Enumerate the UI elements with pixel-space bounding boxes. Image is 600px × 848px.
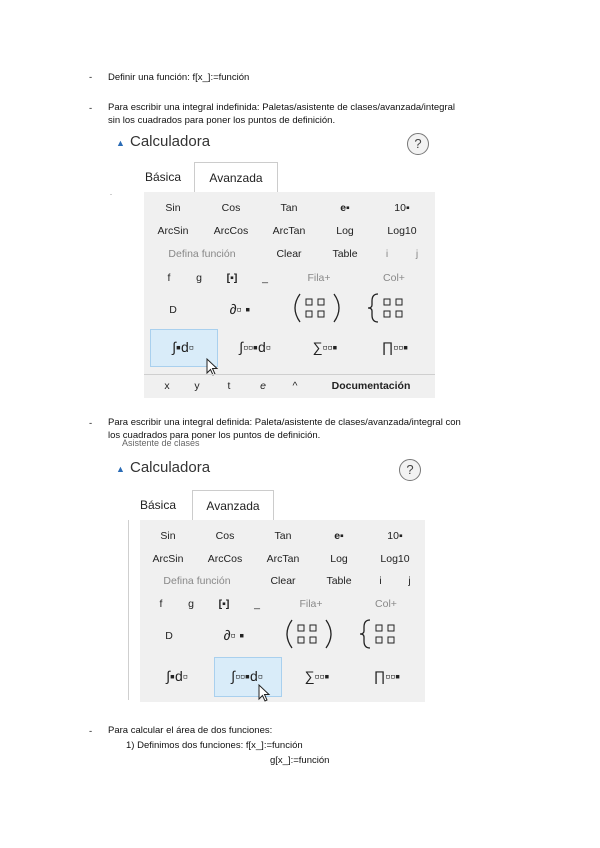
text-line: Para escribir una integral indefinida: Paletas/asistente de clases/avanzada/integral: [108, 102, 455, 113]
calculator-keypad: [144, 192, 435, 398]
key-col-plus[interactable]: Col+: [375, 598, 397, 610]
calculator-keypad: [140, 520, 425, 702]
key-define-function[interactable]: Defina función: [163, 575, 231, 587]
step-define-functions-g: g[x_]:=función: [270, 755, 330, 766]
key-table[interactable]: Table: [332, 248, 358, 260]
divider: [144, 374, 435, 375]
key-g[interactable]: g: [188, 598, 194, 610]
key-caret[interactable]: ^: [292, 380, 298, 392]
key-piecewise[interactable]: [352, 618, 418, 653]
step-define-functions: 1) Definimos dos funciones: f[x_]:=función: [126, 740, 303, 751]
key-arctan[interactable]: ArcTan: [272, 225, 306, 237]
key-arccos[interactable]: ArcCos: [213, 225, 249, 237]
piecewise-brace-icon: [360, 292, 426, 324]
calculator-title: Calculadora: [130, 133, 211, 150]
key-f[interactable]: f: [159, 598, 163, 610]
key-indefinite-integral[interactable]: ∫▪d▫: [166, 668, 188, 684]
tab-avanzada[interactable]: Avanzada: [194, 162, 278, 193]
text-line: los cuadrados para poner los puntos de definición.: [108, 429, 321, 441]
key-tan[interactable]: Tan: [280, 202, 298, 214]
key-e[interactable]: e: [260, 380, 266, 392]
key-log[interactable]: Log: [336, 225, 354, 237]
bullet-dash: -: [89, 418, 93, 429]
key-sin[interactable]: Sin: [160, 530, 176, 542]
key-piecewise[interactable]: [360, 292, 426, 327]
key-j[interactable]: j: [415, 248, 419, 260]
key-documentacion[interactable]: Documentación: [331, 380, 411, 392]
bullet-dash: -: [89, 72, 93, 83]
key-definite-integral[interactable]: ∫▫▫▪d▫: [231, 668, 263, 684]
tab-basica[interactable]: Básica: [139, 498, 177, 512]
key-sum[interactable]: ∑▫▫▪: [304, 668, 330, 684]
key-arctan[interactable]: ArcTan: [266, 553, 300, 565]
calculator-header: [110, 132, 435, 156]
key-matrix-paren[interactable]: [274, 618, 344, 653]
cut-off-label: Asistente de clases: [122, 438, 200, 448]
divider: [128, 520, 129, 700]
key-g[interactable]: g: [196, 272, 202, 284]
key-f[interactable]: f: [167, 272, 171, 284]
key-matrix-paren[interactable]: [282, 292, 352, 327]
key-brackets[interactable]: [▪]: [218, 598, 230, 610]
key-fila-plus[interactable]: Fila+: [299, 598, 323, 610]
key-cos[interactable]: Cos: [215, 530, 235, 542]
matrix-paren-icon: [274, 618, 344, 650]
key-table[interactable]: Table: [326, 575, 352, 587]
key-log[interactable]: Log: [330, 553, 348, 565]
key-clear[interactable]: Clear: [270, 575, 296, 587]
key-brackets[interactable]: [▪]: [226, 272, 238, 284]
key-product[interactable]: ∏▫▫▪: [373, 668, 401, 684]
key-arcsin[interactable]: ArcSin: [157, 225, 189, 237]
bullet-text-define-function: Definir una función: f[x_]:=función: [108, 72, 250, 83]
key-sum[interactable]: ∑▫▫▪: [312, 339, 338, 355]
key-underscore[interactable]: _: [262, 272, 268, 284]
key-arccos[interactable]: ArcCos: [207, 553, 243, 565]
text-line: sin los cuadrados para poner los puntos de definición.: [108, 114, 336, 126]
mouse-cursor-icon: [258, 684, 270, 702]
key-sin[interactable]: Sin: [165, 202, 181, 214]
key-log10[interactable]: Log10: [387, 225, 417, 237]
key-i[interactable]: i: [385, 248, 389, 260]
calculator-panel-2: [110, 438, 425, 706]
key-arcsin[interactable]: ArcSin: [152, 553, 184, 565]
calculator-header: [110, 458, 425, 482]
key-indefinite-integral[interactable]: ∫▪d▫: [172, 339, 194, 355]
key-log10[interactable]: Log10: [380, 553, 410, 565]
bullet-text-area-two-functions: Para calcular el área de dos funciones:: [108, 725, 273, 736]
divider: [110, 194, 112, 195]
bullet-dash: -: [89, 103, 93, 114]
text-line: Para escribir una integral definida: Paleta/asistente de clases/avanzada/integral con: [108, 417, 461, 428]
key-d[interactable]: D: [165, 630, 173, 642]
key-exp[interactable]: e▪: [334, 530, 344, 542]
key-define-function[interactable]: Defina función: [168, 248, 236, 260]
tab-avanzada[interactable]: Avanzada: [192, 490, 274, 521]
key-x[interactable]: x: [164, 380, 170, 392]
key-exp[interactable]: e▪: [340, 202, 350, 214]
collapse-caret-icon[interactable]: ▲: [116, 464, 125, 474]
key-underscore[interactable]: _: [254, 598, 260, 610]
help-icon[interactable]: ?: [399, 459, 421, 481]
tab-basica[interactable]: Básica: [144, 170, 182, 184]
bullet-dash: -: [89, 726, 93, 737]
piecewise-brace-icon: [352, 618, 418, 650]
key-j[interactable]: j: [408, 575, 411, 587]
key-t[interactable]: t: [227, 380, 231, 392]
key-fila-plus[interactable]: Fila+: [307, 272, 331, 284]
key-col-plus[interactable]: Col+: [383, 272, 405, 284]
key-partial[interactable]: ∂▫ ▪: [229, 301, 251, 317]
key-clear[interactable]: Clear: [276, 248, 302, 260]
collapse-caret-icon[interactable]: ▲: [116, 138, 125, 148]
key-d[interactable]: D: [169, 304, 177, 316]
help-icon[interactable]: ?: [407, 133, 429, 155]
key-partial[interactable]: ∂▫ ▪: [223, 627, 245, 643]
key-tan[interactable]: Tan: [274, 530, 292, 542]
key-cos[interactable]: Cos: [221, 202, 241, 214]
key-i[interactable]: i: [379, 575, 382, 587]
key-pow10[interactable]: 10▪: [394, 202, 410, 214]
matrix-paren-icon: [282, 292, 352, 324]
key-y[interactable]: y: [194, 380, 200, 392]
key-pow10[interactable]: 10▪: [387, 530, 403, 542]
key-product[interactable]: ∏▫▫▪: [381, 339, 409, 355]
calculator-title: Calculadora: [130, 459, 211, 476]
key-definite-integral[interactable]: ∫▫▫▪d▫: [239, 339, 271, 355]
calculator-panel-1: [110, 132, 435, 398]
bullet-text-indefinite-integral: [108, 102, 528, 127]
